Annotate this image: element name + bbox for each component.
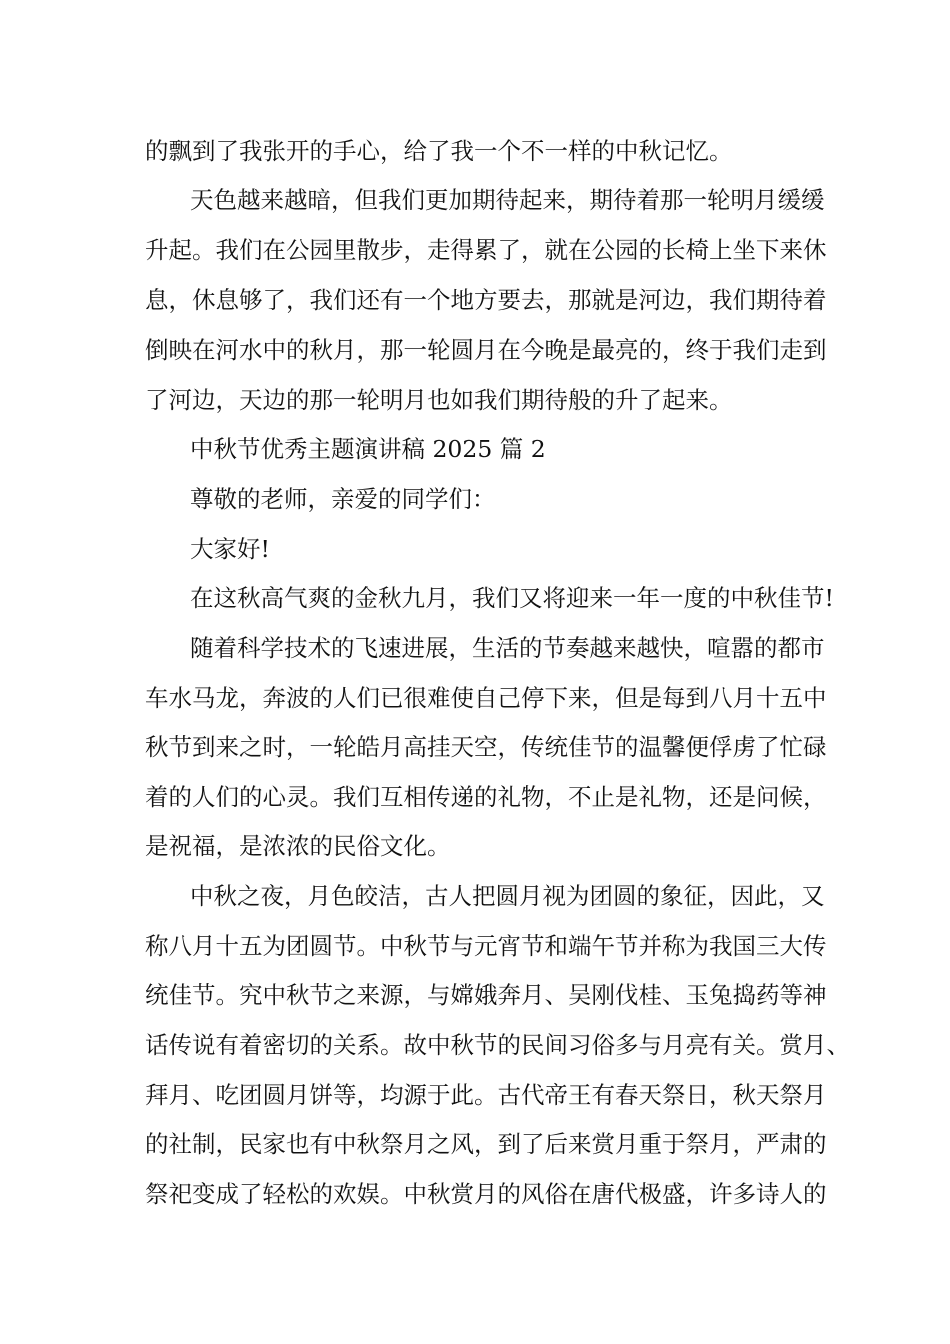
text-line: 祭祀变成了轻松的欢娱。中秋赏月的风俗在唐代极盛，许多诗人的	[145, 1180, 827, 1208]
paragraph-start-line: 中秋之夜，月色皎洁，古人把圆月视为团圆的象征，因此，又	[190, 882, 825, 910]
text-line: 了河边，天边的那一轮明月也如我们期待般的升了起来。	[145, 386, 733, 414]
text-line: 话传说有着密切的关系。故中秋节的民间习俗多与月亮有关。赏月、	[145, 1031, 850, 1059]
text-line: 车水马龙，奔波的人们已很难使自己停下来，但是每到八月十五中	[145, 684, 827, 712]
text-line: 着的人们的心灵。我们互相传递的礼物，不止是礼物，还是问候，	[145, 783, 827, 811]
text-line: 的飘到了我张开的手心，给了我一个不一样的中秋记忆。	[145, 137, 733, 165]
paragraph-start-line: 在这秋高气爽的金秋九月，我们又将迎来一年一度的中秋佳节!	[190, 584, 834, 612]
text-line: 是祝福，是浓浓的民俗文化。	[145, 832, 451, 860]
text-line: 称八月十五为团圆节。中秋节与元宵节和端午节并称为我国三大传	[145, 932, 827, 960]
text-line: 倒映在河水中的秋月，那一轮圆月在今晚是最亮的，终于我们走到	[145, 336, 827, 364]
salutation-line: 尊敬的老师，亲爱的同学们：	[190, 485, 496, 513]
greeting-line: 大家好!	[190, 535, 270, 563]
paragraph-start-line: 随着科学技术的飞速进展，生活的节奏越来越快，喧嚣的都市	[190, 634, 825, 662]
text-line: 升起。我们在公园里散步，走得累了，就在公园的长椅上坐下来休	[145, 236, 827, 264]
text-line: 息，休息够了，我们还有一个地方要去，那就是河边，我们期待着	[145, 286, 827, 314]
text-line: 秋节到来之时，一轮皓月高挂天空，传统佳节的温馨便俘虏了忙碌	[145, 733, 827, 761]
text-line: 的社制，民家也有中秋祭月之风，到了后来赏月重于祭月，严肃的	[145, 1130, 827, 1158]
paragraph-start-line: 天色越来越暗，但我们更加期待起来，期待着那一轮明月缓缓	[190, 186, 825, 214]
text-line: 统佳节。究中秋节之来源，与嫦娥奔月、吴刚伐桂、玉兔捣药等神	[145, 981, 827, 1009]
section-heading: 中秋节优秀主题演讲稿 2025 篇 2	[190, 435, 546, 463]
text-line: 拜月、吃团圆月饼等，均源于此。古代帝王有春天祭日，秋天祭月	[145, 1081, 827, 1109]
